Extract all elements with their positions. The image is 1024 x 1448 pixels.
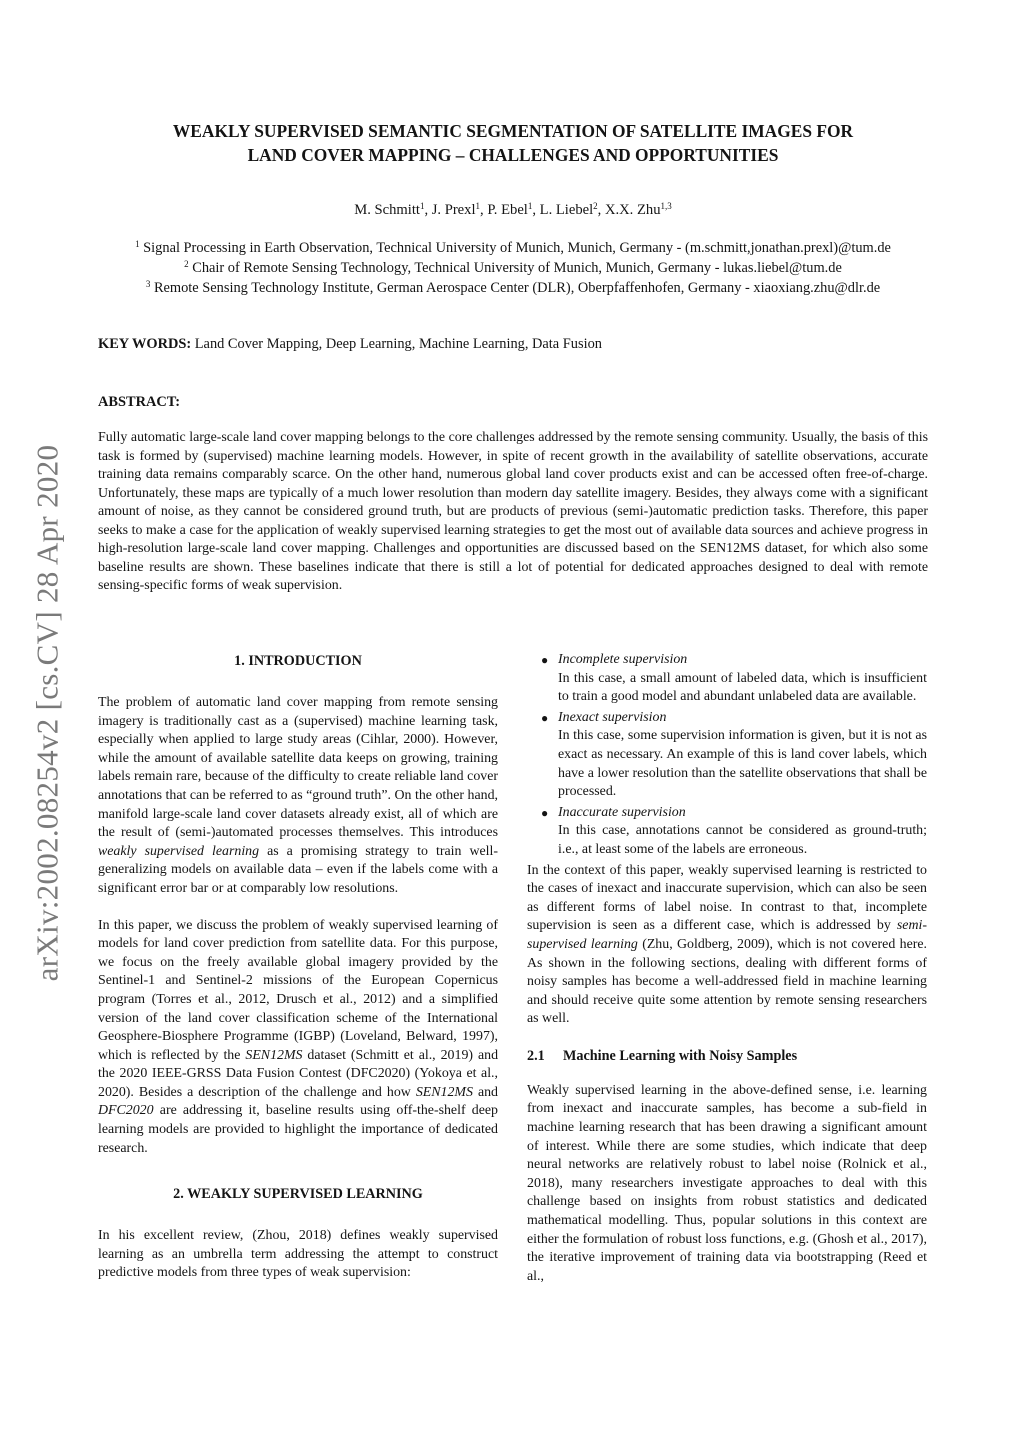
arxiv-watermark bbox=[20, 360, 74, 1065]
list-item-text: In this case, annotations cannot be considered as ground-truth; i.e., at least some of the labels are erroneous. bbox=[558, 823, 927, 857]
text-run: as a promising strategy to train well-generalizing models on available data – even if the labels come with a significant error bar or at comparably low resolutions. bbox=[98, 843, 498, 896]
text-run: The problem of automatic land cover mapping from remote sensing imagery is traditionally cast as a (supervised) machine learning task, especially when applied to large study areas (Cihlar, 2000). However, while the amount of available satellite data keeps on growing, training labels remain rare, because of the difficulty to create reliable land cover annotations that can be referred to as “ground truth”. On the other hand, manifold large-scale land cover datasets already exist, all of which are the result of (semi-)automated processes themselves. This introduces bbox=[98, 695, 498, 841]
list-item-title: Inexact supervision bbox=[558, 709, 667, 725]
body-paragraph bbox=[98, 694, 498, 899]
keywords-text: Land Cover Mapping, Deep Learning, Machine Learning, Data Fusion bbox=[194, 336, 602, 352]
supervision-types-list bbox=[527, 651, 927, 860]
text-run: In the context of this paper, weakly supervised learning is restricted to the cases of inexact and inaccurate supervision, which can also be seen as different forms of label noise. In contrast to that, incomplete supervision is seen as a different case, which is addressed by bbox=[527, 862, 927, 934]
italic-term: semi-supervised learning bbox=[527, 918, 927, 952]
paper-title bbox=[98, 119, 928, 167]
bullet-icon: ● bbox=[541, 653, 549, 667]
text-run: are addressing it, baseline results using off-the-shelf deep learning models are provided to highlight the importance of dedicated research. bbox=[98, 1103, 498, 1156]
text-run: dataset (Schmitt et al., 2019) and the 2020 IEEE-GRSS Data Fusion Contest (DFC2020) (Yokoya et al., 2020). Besides a description of the challenge and how bbox=[98, 1047, 499, 1100]
author: L. Liebel$^2$, bbox=[539, 201, 605, 218]
bullet-icon: ● bbox=[541, 805, 549, 820]
italic-term: DFC2020 bbox=[98, 1103, 154, 1119]
italic-term: SEN12MS bbox=[415, 1084, 473, 1100]
author: X.X. Zhu$^{1,3}$ bbox=[604, 201, 672, 218]
author: M. Schmitt$^1$, bbox=[354, 201, 432, 218]
arxiv-id: arXiv:2002.08254v2 [cs.CV] 28 Apr 2020 bbox=[29, 444, 65, 981]
italic-term: weakly supervised learning bbox=[98, 843, 260, 859]
affiliation: $^2$ Chair of Remote Sensing Technology, Technical University of Munich, Munich, Germany - lukas.liebel@tum.de bbox=[184, 259, 842, 276]
title-line-2: LAND COVER MAPPING – CHALLENGES AND OPPORTUNITIES bbox=[247, 145, 779, 165]
right-column bbox=[527, 651, 927, 1303]
section-heading-introduction: 1. INTRODUCTION bbox=[234, 653, 362, 669]
list-item-text: In this case, some supervision information is given, but it is not as exact as necessary. An example of this is land cover labels, which have a lower resolution than the satellite observations that shall be processed. bbox=[558, 728, 927, 800]
author: J. Prexl$^1$, bbox=[431, 201, 488, 218]
list-item-title: Incomplete supervision bbox=[558, 652, 688, 667]
list-item bbox=[527, 804, 927, 860]
keywords-label: KEY WORDS: bbox=[98, 336, 192, 352]
left-column bbox=[98, 651, 498, 1301]
abstract-text: Fully automatic large-scale land cover mapping belongs to the core challenges addressed by the remote sensing community. Usually, the basis of this task is formed by (supervised) machine learning models. However, in spite of recent growth in the availability of satellite observations, accurate training data remains comparably scarce. On the other hand, numerous global land cover products exist and can be accessed often free-of-charge. Unfortunately, these maps are typically of a much lower resolution than modern day satellite imagery. Besides, they always come with a significant amount of noise, as they cannot be considered ground truth, but are products of previous (semi-)automatic prediction tasks. Therefore, this paper seeks to make a case for the application of weakly supervised learning strategies to get the most out of available data sources and achieve progress in high-resolution large-scale land cover mapping. Challenges and opportunities are discussed based on the SEN12MS dataset, for which also some baseline results are shown. These baselines indicate that there is still a lot of potential for dedicated approaches designed to deal with remote sensing-specific forms of weak supervision. bbox=[98, 430, 928, 593]
text-run: In this paper, we discuss the problem of weakly supervised learning of models for land cover prediction from satellite data. For this purpose, we focus on the freely available global imagery provided by the Sentinel-1 and Sentinel-2 missions of the European Copernicus program (Torres et al., 2012, Drusch et al., 2012) and a simplified version of the land cover classification scheme of the International Geosphere-Biosphere Programme (IGBP) (Loveland, Belward, 1997), which is reflected by the bbox=[98, 917, 498, 1063]
section-heading-weakly-supervised: 2. WEAKLY SUPERVISED LEARNING bbox=[173, 1186, 423, 1203]
subsection-heading bbox=[527, 1046, 927, 1066]
keywords bbox=[98, 334, 928, 354]
body-paragraph: In his excellent review, (Zhou, 2018) defines weakly supervised learning as an umbrella term addressing the attempt to construct predictive models from three types of weak supervision: bbox=[98, 1228, 498, 1281]
abstract-heading: ABSTRACT: bbox=[98, 394, 181, 410]
affiliation-list bbox=[98, 238, 928, 298]
author: P. Ebel$^1$, bbox=[487, 201, 540, 218]
list-item bbox=[527, 709, 927, 802]
text-run: and bbox=[472, 1084, 499, 1100]
list-item-title: Inaccurate supervision bbox=[558, 804, 686, 820]
affiliation: $^1$ Signal Processing in Earth Observation, Technical University of Munich, Munich, Germany - (m.schmitt,jonathan.prexl)@tum.de bbox=[135, 239, 891, 256]
body-paragraph: Weakly supervised learning in the above-defined sense, i.e. learning from inexact and inaccurate samples, has become a sub-field in machine learning research that has been drawing a significant amount of interest. While there are some studies, which indicate that deep neural networks are relatively robust to label noise (Rolnick et al., 2018), many researchers investigate approaches to deal with this challenge based on insights from robust statistics and dedicated mathematical modelling. Thus, popular solutions in this context are either the formulation of robust loss functions, e.g. (Ghosh et al., 2017), the iterative improvement of training data via bootstrapping (Reed et al., bbox=[527, 1082, 927, 1284]
author-list bbox=[98, 200, 928, 220]
title-line-1: WEAKLY SUPERVISED SEMANTIC SEGMENTATION OF SATELLITE IMAGES FOR bbox=[172, 121, 854, 141]
subsection-number: 2.1 bbox=[527, 1047, 545, 1064]
list-item bbox=[527, 651, 927, 707]
italic-term: SEN12MS bbox=[245, 1047, 303, 1063]
subsection-title: Machine Learning with Noisy Samples bbox=[563, 1047, 798, 1064]
bullet-icon: ● bbox=[541, 710, 549, 725]
body-paragraph bbox=[527, 862, 927, 1029]
text-run: (Zhu, Goldberg, 2009), which is not covered here. As shown in the following sections, dealing with different forms of noisy samples has become a well-addressed field in machine learning and should receive quite some attention by remote sensing researchers as well. bbox=[527, 936, 927, 1027]
list-item-text: In this case, a small amount of labeled data, which is insufficient to train a good model and abundant unlabeled data are available. bbox=[558, 670, 927, 705]
affiliation: $^3$ Remote Sensing Technology Institute, German Aerospace Center (DLR), Oberpfaffenhofen, Germany - xiaoxiang.zhu@dlr.de bbox=[145, 279, 881, 296]
body-paragraph bbox=[98, 917, 498, 1159]
